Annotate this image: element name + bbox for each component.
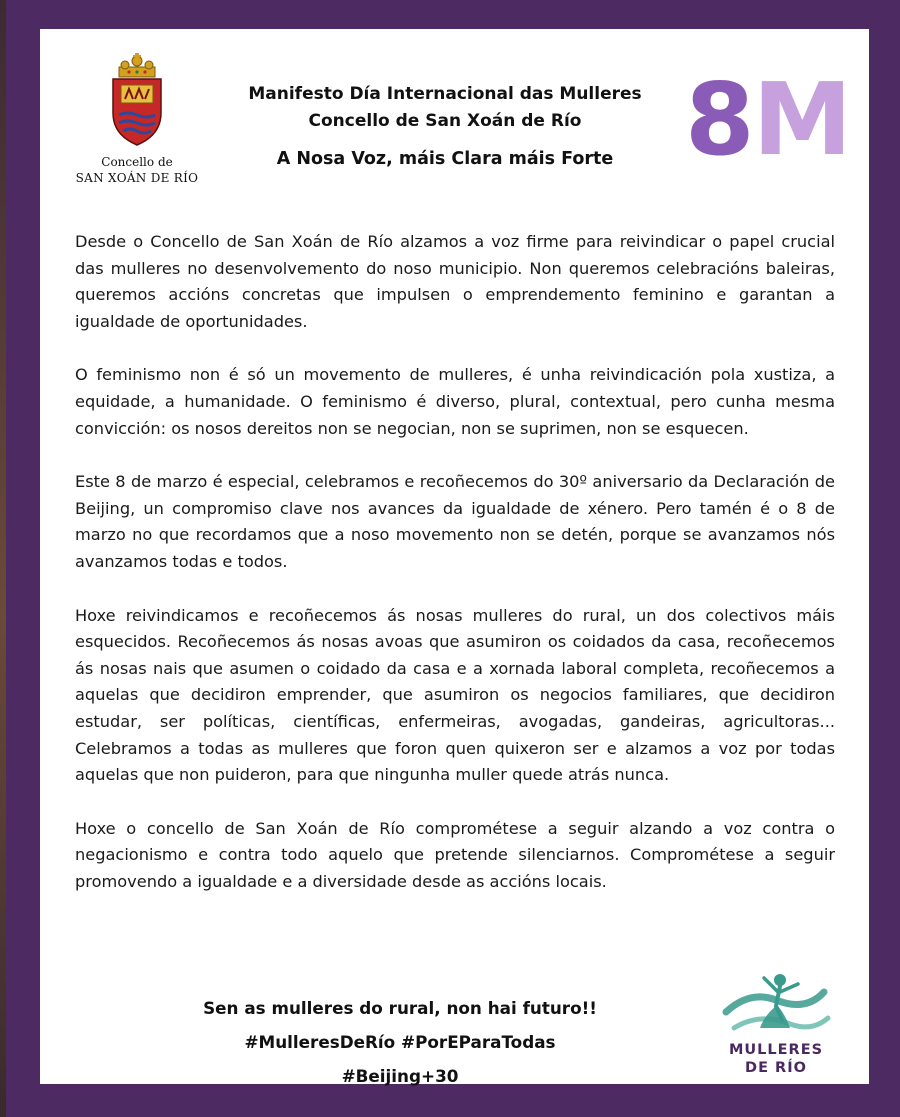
manifesto-sheet bbox=[40, 29, 869, 1084]
municipal-crest bbox=[62, 53, 212, 186]
document-subtitle: A Nosa Voz, máis Clara máis Forte bbox=[276, 149, 614, 169]
closing-block bbox=[190, 991, 610, 1093]
coat-of-arms-icon bbox=[105, 53, 169, 149]
mulleres-de-rio-logo bbox=[720, 972, 832, 1078]
logo-word-mulleres: MULLERES bbox=[728, 1042, 824, 1058]
manifesto-body bbox=[75, 229, 835, 895]
8m-badge bbox=[685, 61, 851, 178]
closing-slogan: Sen as mulleres do rural, non hai futuro!! bbox=[203, 998, 597, 1018]
paragraph-1: Desde o Concello de San Xoán de Río alzamos a voz firme para reivindicar o papel crucial das mulleres no desenvolvemento do noso municipio. Non queremos celebracións baleiras, queremos accións concretas que impulsen o emprendemento feminino e garantan a igualdade de oportunidades. bbox=[75, 232, 835, 331]
header-title-block bbox=[200, 81, 690, 171]
crest-caption-line2: SAN XOÁN DE RÍO bbox=[75, 171, 199, 185]
closing-hashtags: #MulleresDeRío #PorEParaTodas #Beijing+30 bbox=[244, 1032, 556, 1086]
badge-m: M bbox=[752, 61, 851, 178]
background-edge bbox=[0, 0, 6, 1117]
paragraph-5: Hoxe o concello de San Xoán de Río comprométese a seguir alzando a voz contra o negacionismo e contra todo aquelo que pretende silenciarnos. Comprométese a seguir promovendo a igualdade e a diversidade desde as accións locais. bbox=[75, 818, 835, 891]
crest-caption-line1: Concello de bbox=[101, 155, 173, 169]
paragraph-4: Hoxe reivindicamos e recoñecemos ás nosas mulleres do rural, un dos colectivos máis esquecidos. Recoñecemos ás nosas avoas que asumiron os coidados da casa, recoñecemos ás nosas nais que asumen o coidado da casa e a xornada laboral completa, recoñecemos a aquelas que decidiron emprender, que asumiron os negocios familiares, que decidiron estudar, ser políticas, científicas, enfermeiras, avogadas, gandeiras, agricultoras... Celebramos a todas as mulleres que foron quen quixeron ser e alzamos a voz por todas aquelas que non puideron, para que ningunha muller quede atrás nunca. bbox=[75, 605, 835, 785]
badge-eight: 8 bbox=[685, 61, 753, 178]
paragraph-3: Este 8 de marzo é especial, celebramos e recoñecemos do 30º aniversario da Declaración de Beijing, un compromiso clave nos avances da igualdade de xénero. Pero tamén é o 8 de marzo no que recordamos que a noso movemento non se detén, porque se avanzamos nós avanzamos todas e todos. bbox=[75, 472, 835, 571]
document-title-line1: Manifesto Día Internacional das Mulleres bbox=[248, 84, 642, 104]
paragraph-2: O feminismo non é só un movemento de mulleres, é unha reivindicación pola xustiza, a equidade, a humanidade. O feminismo é diverso, plural, contextual, pero cunha mesma convicción: os nosos dereitos non se negocian, non se suprimen, non se esquecen. bbox=[75, 365, 835, 438]
document-title-line2: Concello de San Xoán de Río bbox=[308, 111, 582, 131]
logo-word-de-rio: DE RÍO bbox=[745, 1060, 807, 1076]
